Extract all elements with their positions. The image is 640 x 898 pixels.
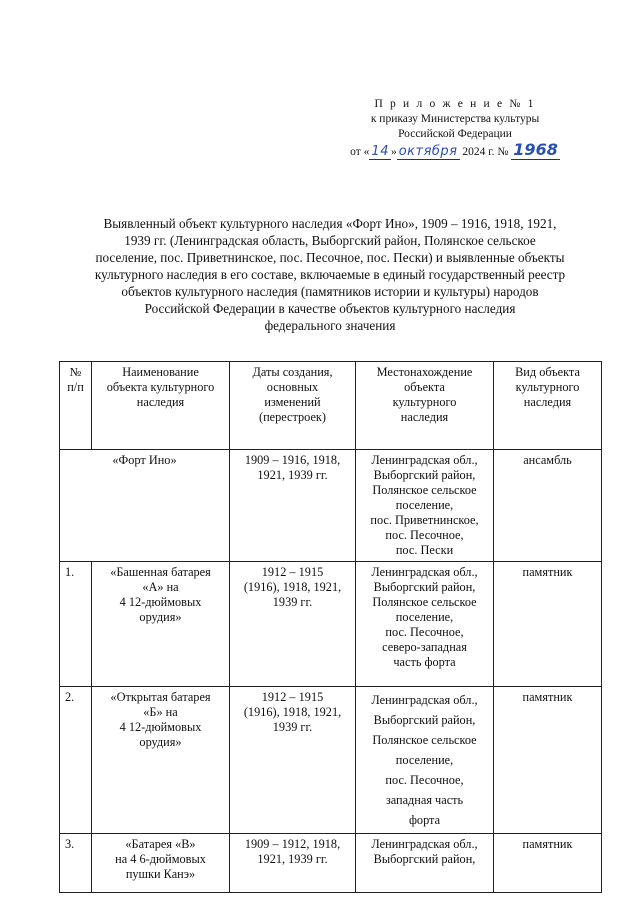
header-kind: Вид объекта культурного наследия — [494, 362, 602, 450]
appendix-title: П р и л о ж е н и е № 1 — [374, 98, 536, 110]
row-name: «Башенная батарея «А» на 4 12-дюймовых орудия» — [92, 562, 230, 687]
ensemble-dates: 1909 – 1916, 1918, 1921, 1939 гг. — [230, 450, 356, 562]
row-location: Ленинградская обл., Выборгский район, Полянское сельское поселение, пос. Песочное, западная часть форта — [356, 687, 494, 834]
row-num: 2. — [60, 687, 92, 834]
table-row — [60, 687, 602, 834]
document-title: Выявленный объект культурного наследия «Форт Ино», 1909 – 1916, 1918, 1921, 1939 гг. (Ленинградская область, Выборгский район, Полянское сельское поселение, пос. Приветнинское, пос. Песочное, пос. Пески) и выявленные объекты культурного наследия в его составе, включаемые в единый государственный реестр объектов культурного наследия (памятников истории и культуры) народов Российской Федерации в качестве объектов культурного наследия федерального значения — [94, 216, 566, 333]
row-location: Ленинградская обл., Выборгский район, Полянское сельское поселение, пос. Песочное, северо-западная часть форта — [356, 562, 494, 687]
ensemble-location: Ленинградская обл., Выборгский район, Полянское сельское поселение, пос. Приветнинское, пос. Песочное, пос. Пески — [356, 450, 494, 562]
row-dates: 1912 – 1915 (1916), 1918, 1921, 1939 гг. — [230, 687, 356, 834]
appendix-date-line: от « 14 » октября 2024 г. № 1968 — [350, 140, 558, 159]
row-location: Ленинградская обл., Выборгский район, — [356, 834, 494, 893]
appendix-order-ref: к приказу Министерства культуры — [370, 113, 540, 125]
header-location: Местонахождение объекта культурного наследия — [356, 362, 494, 450]
heritage-table — [59, 361, 602, 893]
appendix-ministry: Российской Федерации — [398, 128, 512, 140]
row-kind: памятник — [494, 834, 602, 893]
row-kind: памятник — [494, 562, 602, 687]
ensemble-kind: ансамбль — [494, 450, 602, 562]
ensemble-name: «Форт Ино» — [60, 450, 230, 562]
row-name: «Открытая батарея «Б» на 4 12-дюймовых орудия» — [92, 687, 230, 834]
row-num: 3. — [60, 834, 92, 893]
table-row — [60, 834, 602, 893]
row-dates: 1909 – 1912, 1918, 1921, 1939 гг. — [230, 834, 356, 893]
header-dates: Даты создания, основных изменений (перестроек) — [230, 362, 356, 450]
row-name: «Батарея «В» на 4 6-дюймовых пушки Канэ» — [92, 834, 230, 893]
row-num: 1. — [60, 562, 92, 687]
handwritten-order-number: 1968 — [513, 140, 558, 159]
table-header-row — [60, 362, 602, 450]
table-row-ensemble — [60, 450, 602, 562]
row-kind: памятник — [494, 687, 602, 834]
table-row — [60, 562, 602, 687]
handwritten-month: октября — [398, 144, 458, 159]
header-num: № п/п — [60, 362, 92, 450]
handwritten-day: 14 — [371, 144, 389, 159]
header-name: Наименование объекта культурного наследия — [92, 362, 230, 450]
appendix-block — [330, 97, 580, 160]
row-dates: 1912 – 1915 (1916), 1918, 1921, 1939 гг. — [230, 562, 356, 687]
